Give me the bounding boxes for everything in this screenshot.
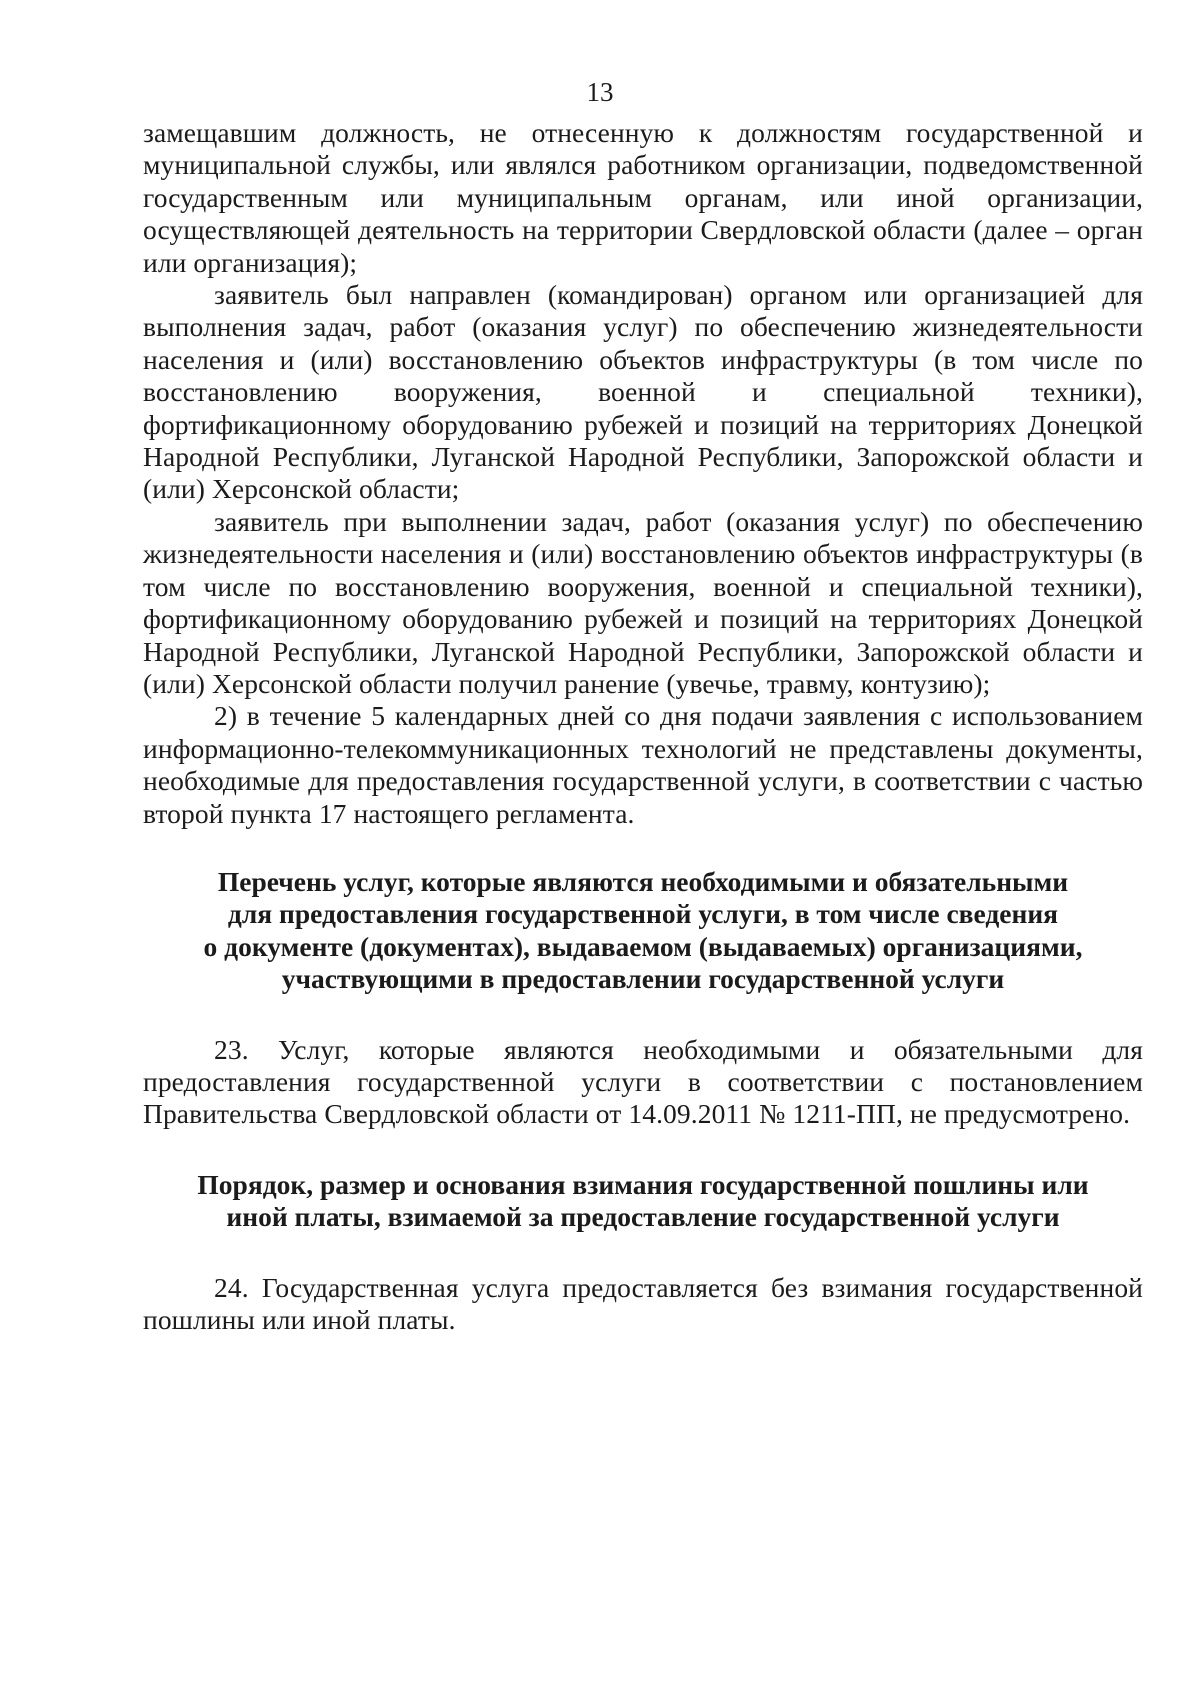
section-heading-line: для предоставления государственной услуги, в том числе сведения [227,898,1059,930]
section-23-heading [143,866,1143,996]
paragraph-24: 24. Государственная услуга предоставляется без взимания государственной пошлины или иной платы. [143,1271,1143,1335]
paragraph-23: 23. Услуг, которые являются необходимыми и обязательными для предоставления государственной услуги в соответствии с постановлением Правительства Свердловской области от 14.09.2011 № 1211-ПП, не предусмотрено. [143,1033,1143,1130]
document-body [143,117,1143,1336]
section-heading-line: Порядок, размер и основания взимания государственной пошлины или [197,1168,1089,1200]
section-heading-line: участвующими в предоставлении государственной услуги [281,963,1005,995]
section-heading-line: о документе (документах), выдаваемом (выдаваемых) организациями, [203,930,1083,962]
section-heading-line: Перечень услуг, которые являются необходимыми и обязательными [217,865,1069,897]
section-heading-line: иной платы, взимаемой за предоставление государственной услуги [226,1201,1060,1233]
paragraph-sent-on-mission: заявитель был направлен (командирован) органом или организацией для выполнения задач, работ (оказания услуг) по обеспечению жизнедеятельности населения и (или) восстановлению объектов инфраструктуры (в том числе по восстановлению вооружения, военной и специальной техники), фортификационному оборудованию рубежей и позиций на территориях Донецкой Народной Республики, Луганской Народной Республики, Запорожской области и (или) Херсонской области; [143,279,1143,505]
paragraph-item-2: 2) в течение 5 календарных дней со дня подачи заявления с использованием информационно-телекоммуникационных технологий не представлены документы, необходимые для предоставления государственной услуги, в соответствии с частью второй пункта 17 настоящего регламента. [143,700,1143,829]
page-number: 13 [586,77,614,107]
paragraph-continuation: замещавшим должность, не отнесенную к должностям государственной и муниципальной службы, или являлся работником организации, подведомственной государственным или муниципальным органам, или иной организации, осуществляющей деятельность на территории Свердловской области (далее – орган или организация); [143,117,1143,278]
paragraph-injury: заявитель при выполнении задач, работ (оказания услуг) по обеспечению жизнедеятельности населения и (или) восстановлению объектов инфраструктуры (в том числе по восстановлению вооружения, военной и специальной техники), фортификационному оборудованию рубежей и позиций на территориях Донецкой Народной Республики, Луганской Народной Республики, Запорожской области и (или) Херсонской области получил ранение (увечье, травму, контузию); [143,505,1143,699]
section-24-heading [143,1169,1143,1234]
